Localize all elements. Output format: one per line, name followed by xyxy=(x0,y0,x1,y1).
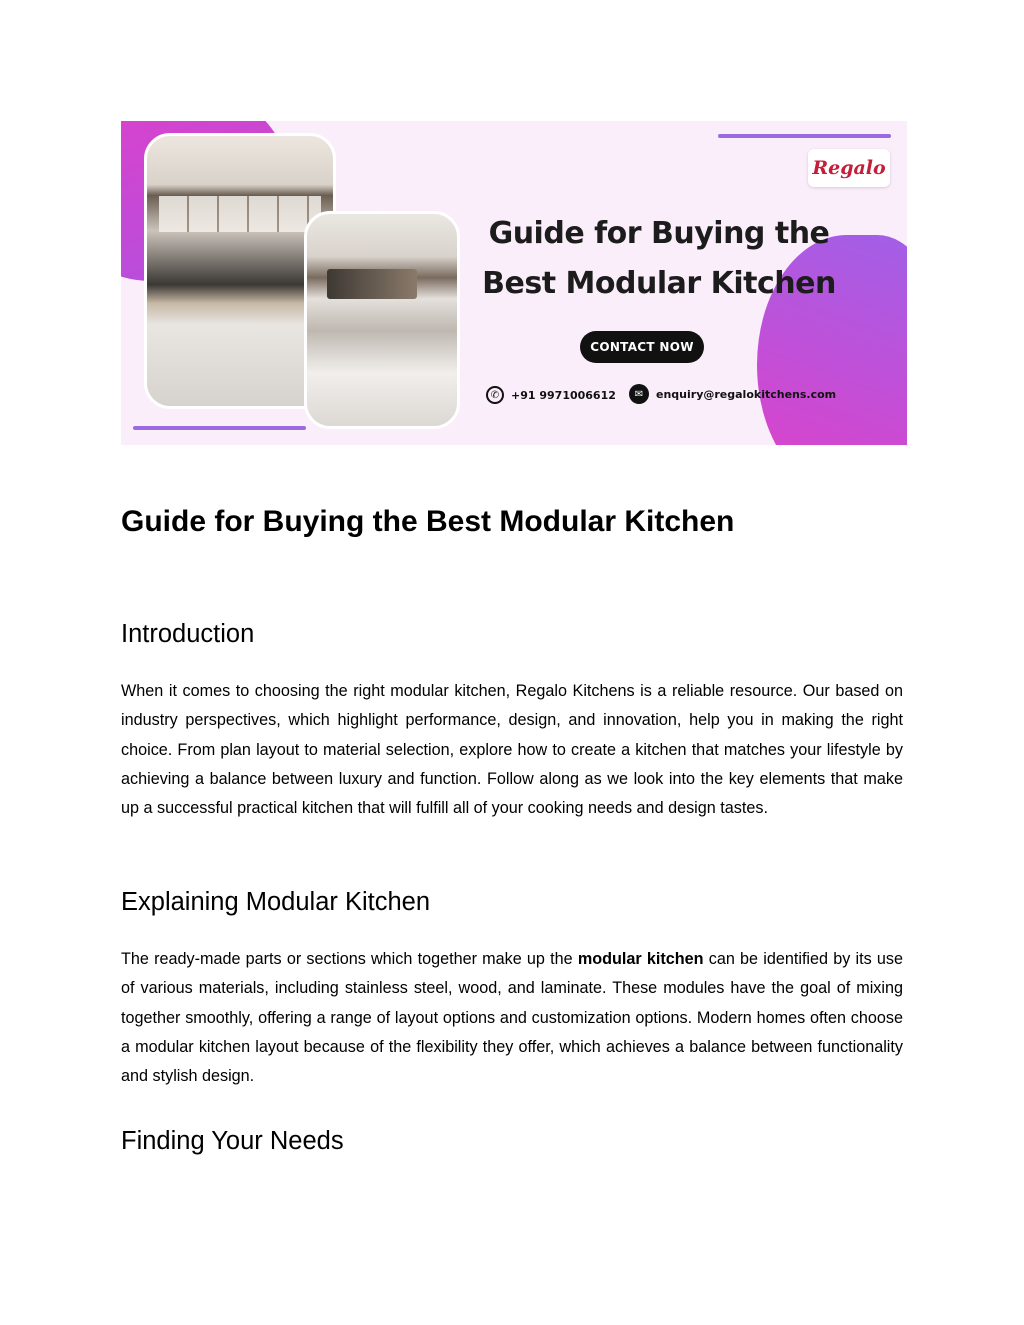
banner-title-line: Guide for Buying the xyxy=(488,216,830,251)
phone-number: +91 9971006612 xyxy=(511,388,616,402)
body-text: The ready-made parts or sections which together make up the xyxy=(121,950,578,968)
banner-title-line: Best Modular Kitchen xyxy=(482,266,836,301)
decorative-line xyxy=(133,426,306,430)
section-body-explaining xyxy=(121,945,903,1091)
banner-title xyxy=(469,209,849,309)
contact-now-button: CONTACT NOW xyxy=(580,331,704,363)
brand-logo xyxy=(808,149,890,187)
kitchen-photo xyxy=(304,211,460,429)
section-heading-introduction: Introduction xyxy=(121,620,255,648)
hero-banner xyxy=(121,121,907,445)
decorative-line xyxy=(718,134,891,138)
article-title: Guide for Buying the Best Modular Kitchen xyxy=(121,505,735,538)
section-heading-explaining: Explaining Modular Kitchen xyxy=(121,888,431,916)
bold-keyword: modular kitchen xyxy=(577,950,704,968)
email-address: enquiry@regalokitchens.com xyxy=(656,387,837,401)
section-body-introduction: When it comes to choosing the right modular kitchen, Regalo Kitchens is a reliable resource. Our based on industry perspectives, which highlight performance, design, and innovation, help you in making the right choice. From plan layout to material selection, explore how to create a kitchen that matches your lifestyle by achieving a balance between luxury and function. Follow along as we look into the key elements that make up a successful practical kitchen that will fulfill all of your cooking needs and design tastes. xyxy=(121,682,903,818)
brand-logo-text: Regalo xyxy=(812,157,886,179)
section-heading-finding-needs: Finding Your Needs xyxy=(121,1127,344,1155)
phone-icon: ✆ xyxy=(486,386,504,404)
banner-phone xyxy=(486,386,616,404)
banner-email xyxy=(629,384,836,404)
mail-icon: ✉ xyxy=(629,384,649,404)
body-text: can be identified by its use of various materials, including stainless steel, wood, and laminate. These modules have the goal of mixing together smoothly, offering a range of layout options and customization options. Modern homes often choose a modular kitchen layout because of the flexibility they offer, which achieves a balance between functionality and stylish design. xyxy=(121,950,903,1086)
